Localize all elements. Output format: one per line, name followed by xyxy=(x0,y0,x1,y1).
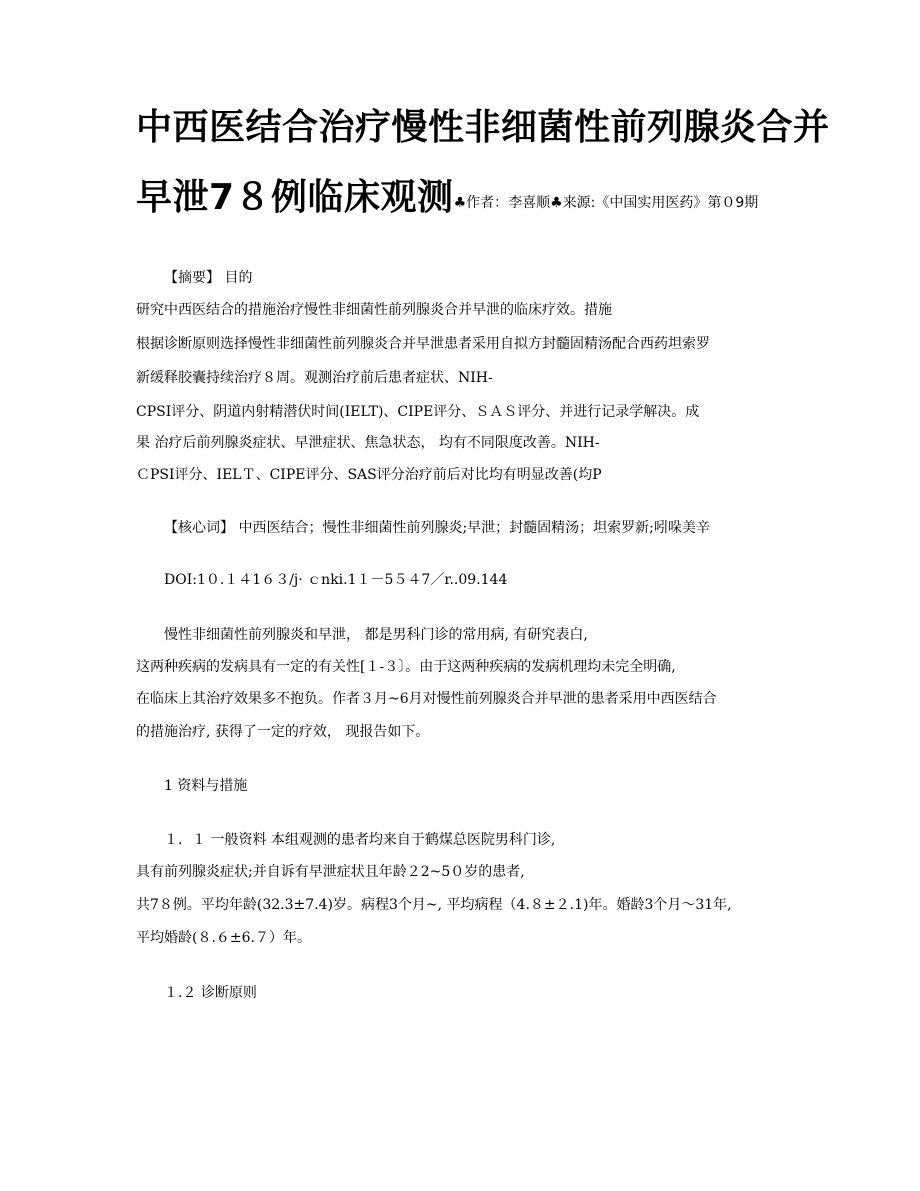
abstract-line: 果 治疗后前列腺炎症状、早泄症状、焦急状态， 均有不同限度改善。NIH- xyxy=(136,435,600,451)
section-paragraph-line: 平均婚龄(８.６±6.７）年。 xyxy=(136,930,311,946)
abstract-line: 根据诊断原则选择慢性非细菌性前列腺炎合并早泄患者采用自拟方封髓固精汤配合西药坦索罗 xyxy=(136,336,710,352)
abstract-line: 新缓释胶囊持续治疗８周。观测治疗前后患者症状、NIH- xyxy=(136,370,493,386)
section-paragraph-line: １．１ 一般资料 本组观测的患者均来自于鹤煤总医院男科门诊, xyxy=(164,832,556,848)
author-source-meta: ♣作者：李喜顺♣来源:《中国实用医药》第０9期 xyxy=(453,195,759,211)
article-title-line-2 xyxy=(136,176,758,225)
intro-paragraph-line: 慢性非细菌性前列腺炎和早泄， 都是男科门诊的常用病, 有研究表白, xyxy=(164,627,588,643)
subsection-heading: １.２ 诊断原则 xyxy=(164,985,257,1001)
section-heading: 1 资料与措施 xyxy=(164,778,248,794)
section-paragraph-line: 共7８例。平均年龄(32.3±7.4)岁。病程3个月~, 平均病程（4.８±２.1)年。婚龄3个月～31年, xyxy=(136,897,732,913)
doi: DOI:1０.１４1６３/j· ｃnki.1１－5５４7／r..09.144 xyxy=(164,572,508,588)
article-title-line-1: 中西医结合治疗慢性非细菌性前列腺炎合并 xyxy=(136,107,830,148)
abstract-heading: 【摘要】 目的 xyxy=(164,270,253,286)
article-title-text: 早泄7８例临床观测 xyxy=(136,177,454,218)
intro-paragraph-line: 的措施治疗, 获得了一定的疗效， 现报告如下。 xyxy=(136,724,430,740)
keywords: 【核心词】 中西医结合；慢性非细菌性前列腺炎;早泄；封髓固精汤；坦索罗新;吲哚美辛 xyxy=(164,520,710,536)
intro-paragraph-line: 这两种疾病的发病具有一定的有关性[１-３〕。由于这两种疾病的发病机理均未完全明确, xyxy=(136,659,676,675)
abstract-line: CPSI评分、阴道内射精潜伏时间(IELT)、CIPE评分、ＳＡＳ评分、并进行记录学解决。成 xyxy=(136,404,700,420)
abstract-line: 研究中西医结合的措施治疗慢性非细菌性前列腺炎合并早泄的临床疗效。措施 xyxy=(136,302,612,318)
section-paragraph-line: 具有前列腺炎症状;并自诉有早泄症状且年龄２2~5０岁的患者, xyxy=(136,864,525,880)
intro-paragraph-line: 在临床上其治疗效果多不抱负。作者３月~6月对慢性前列腺炎合并早泄的患者采用中西医结合 xyxy=(136,691,717,707)
abstract-line: ＣPSI评分、IELＴ、CIPE评分、SAS评分治疗前后对比均有明显改善(均P xyxy=(136,467,602,483)
